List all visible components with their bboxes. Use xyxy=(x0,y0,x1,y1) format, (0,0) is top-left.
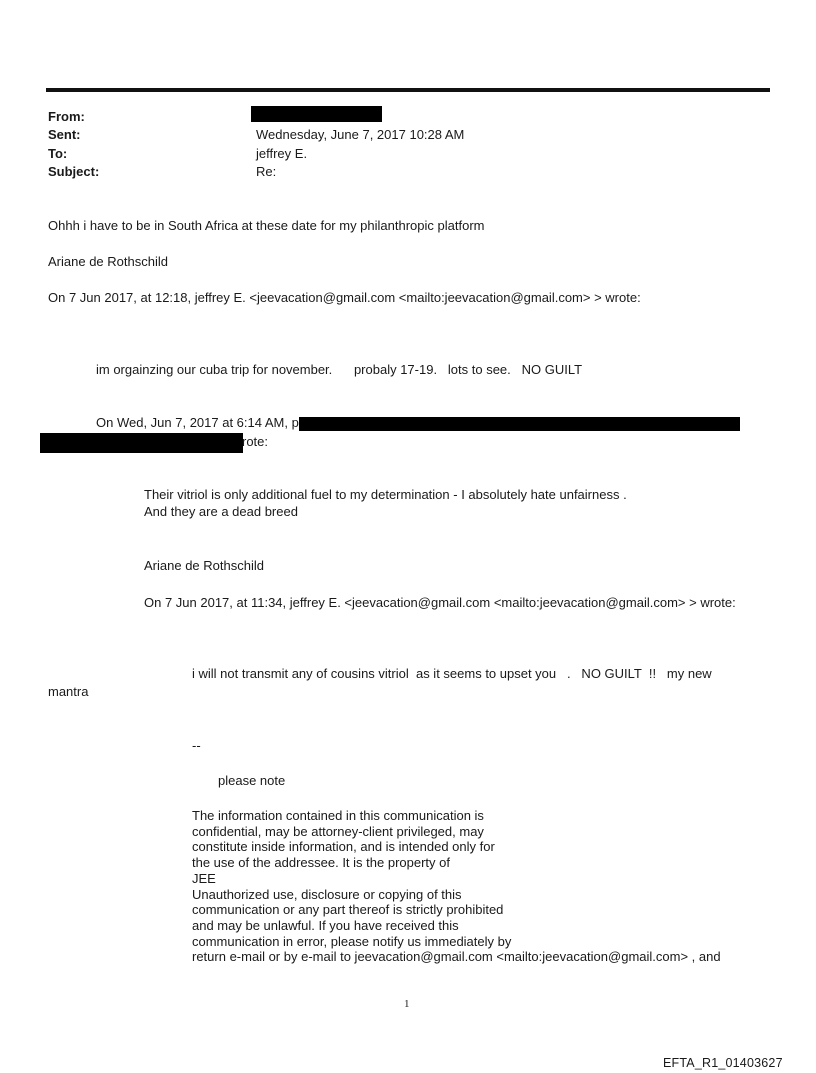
sent-value: Wednesday, June 7, 2017 10:28 AM xyxy=(256,127,465,142)
disclaimer-line: and may be unlawful. If you have received this xyxy=(192,917,459,933)
to-value: jeffrey E. xyxy=(256,146,308,161)
from-redaction xyxy=(251,106,382,122)
disclaimer-line: Unauthorized use, disclosure or copying of this xyxy=(192,886,462,902)
signature: Ariane de Rothschild xyxy=(144,558,264,573)
quoted-message: And they are a dead breed xyxy=(144,504,298,519)
disclaimer-line: communication or any part thereof is strictly prohibited xyxy=(192,902,504,918)
quoted-message: im orgainzing our cuba trip for november. probaly 17-19. lots to see. NO GUILT xyxy=(96,362,583,377)
page-number: 1 xyxy=(404,998,410,1010)
quoted-message-wrap: mantra xyxy=(48,684,89,699)
disclaimer-line: JEE xyxy=(192,870,216,886)
sender-redaction xyxy=(299,417,740,431)
disclaimer-line: confidential, may be attorney-client privileged, may xyxy=(192,823,484,839)
disclaimer-line: constitute inside information, and is intended only for xyxy=(192,839,495,855)
to-label: To: xyxy=(48,146,68,161)
reply-text: Ohhh i have to be in South Africa at these date for my philanthropic platform xyxy=(48,218,485,233)
quote-header: On Wed, Jun 7, 2017 at 6:14 AM, p xyxy=(96,415,299,430)
document-reference: EFTA_R1_01403627 xyxy=(663,1056,783,1070)
quoted-message: i will not transmit any of cousins vitriol as it seems to upset you . NO GUILT !! my new xyxy=(192,666,712,681)
disclaimer-line: return e-mail or by e-mail to jeevacation@gmail.com <mailto:jeevacation@gmail.com> , and xyxy=(192,949,721,965)
quote-header: On 7 Jun 2017, at 12:18, jeffrey E. <jeevacation@gmail.com <mailto:jeevacation@gmail.com> > wrote: xyxy=(48,290,641,305)
please-note: please note xyxy=(218,773,286,788)
quote-header-end: rote: xyxy=(242,434,269,449)
disclaimer xyxy=(192,808,721,965)
header-rule xyxy=(46,88,770,92)
subject-value: Re: xyxy=(256,164,277,179)
quoted-message: Their vitriol is only additional fuel to my determination - I absolutely hate unfairness . xyxy=(144,487,627,502)
disclaimer-line: the use of the addressee. It is the property of xyxy=(192,855,450,871)
disclaimer-line: communication in error, please notify us immediately by xyxy=(192,933,512,949)
disclaimer-line: The information contained in this communication is xyxy=(192,808,484,823)
subject-label: Subject: xyxy=(48,164,100,179)
quote-header: On 7 Jun 2017, at 11:34, jeffrey E. <jeevacation@gmail.com <mailto:jeevacation@gmail.com> > wrote: xyxy=(144,595,736,610)
signature-separator: -- xyxy=(192,738,201,753)
sender-redaction xyxy=(40,433,243,453)
from-label: From: xyxy=(48,109,85,124)
signature: Ariane de Rothschild xyxy=(48,254,168,269)
sent-label: Sent: xyxy=(48,127,81,142)
